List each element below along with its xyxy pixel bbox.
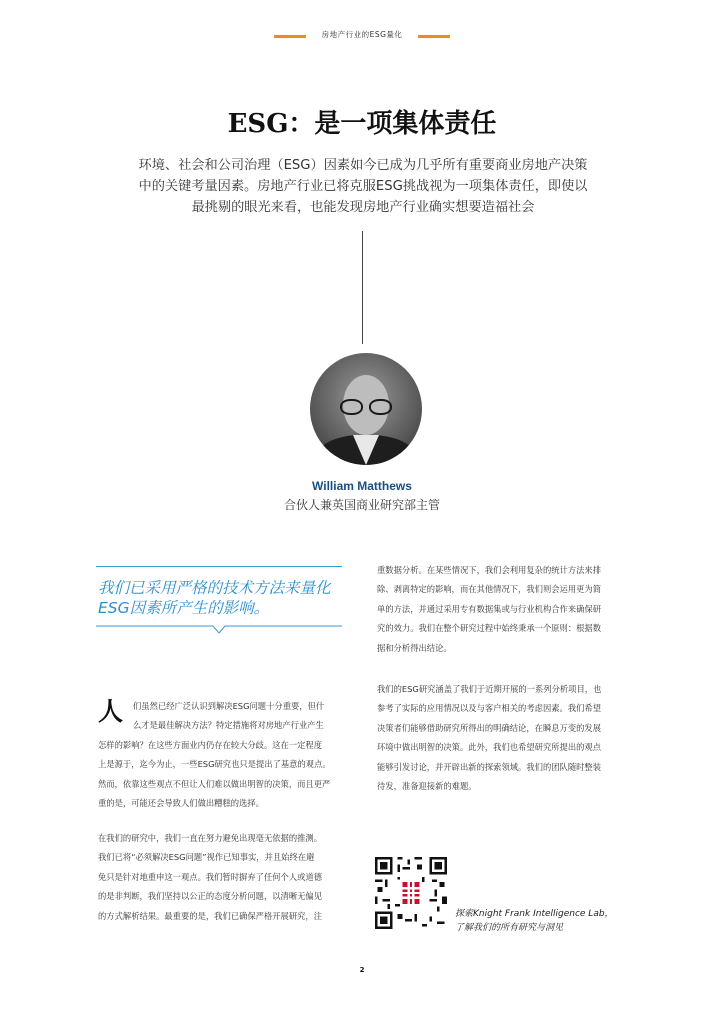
running-header: 房地产行业的ESG量化 [321, 30, 403, 39]
body-line: 然而，依靠这些观点不但让人们难以做出明智的决策，而且更严 [98, 778, 331, 789]
pull-quote [98, 578, 348, 618]
body-line: 在我们的研究中，我们一直在努力避免出现毫无依据的推测。 [98, 833, 323, 843]
qr-caption [455, 907, 614, 935]
body-line: 重数据分析。在某些情况下，我们会利用复杂的统计方法来排 [377, 565, 602, 575]
body-line: 据和分析得出结论。 [377, 642, 452, 653]
body-line: 的是非判断，我们坚持以公正的态度分析问题，以清晰无偏见 [98, 891, 323, 902]
body-paragraph-3 [377, 561, 629, 658]
pull-quote-bottom-rule [96, 625, 342, 637]
lede-line: 最挑剔的眼光来看，也能发现房地产行业确实想要造福社会 [191, 200, 535, 215]
author-name: William Matthews [312, 479, 412, 493]
author-photo [310, 353, 422, 465]
pull-quote-line: 我们已采用严格的技术方法来量化 [98, 579, 331, 597]
lede-paragraph [128, 155, 598, 218]
body-line: 能够引发讨论，并开辟出新的探索领域。我们的团队随时整装 [377, 761, 602, 772]
pull-quote-line: ESG因素所产生的影响。 [98, 599, 270, 617]
body-line: 么才是最佳解决方法？特定措施将对房地产行业产生 [133, 720, 324, 731]
body-line: 我们的ESG研究涵盖了我们于近期开展的一系列分析项目，也 [377, 684, 602, 694]
body-line: 除、剥离特定的影响，而在其他情况下，我们则会运用更为简 [377, 584, 602, 595]
body-line: 环境中做出明智的决策。此外，我们也希望研究所提出的观点 [377, 742, 602, 753]
page-title: ESG：是一项集体责任 [227, 109, 497, 139]
body-line: 待发，准备迎接新的难题。 [377, 781, 477, 792]
pull-quote-top-rule [96, 566, 342, 567]
drop-cap: 人 [98, 697, 124, 726]
glasses-icon [338, 399, 394, 413]
lede-line: 中的关键考量因素。房地产行业已将克服ESG挑战视为一项集体责任，即使以 [138, 179, 588, 194]
qr-caption-line: 了解我们的所有研究与洞见 [455, 923, 564, 933]
body-line: 单的方法，并通过采用专有数据集或与行业机构合作来确保研 [377, 603, 602, 614]
body-line: 怎样的影响？在这些方面业内仍存在较大分歧。这在一定程度 [98, 739, 323, 750]
body-paragraph-2 [98, 829, 348, 926]
body-line: 重的是，可能还会导致人们做出糟糕的选择。 [98, 798, 264, 809]
body-line: 我们已将“必须解决ESG问题”视作已知事实，并且始终在避 [98, 852, 315, 863]
header-rule-left [274, 35, 306, 38]
author-role: 合伙人兼英国商业研究部主管 [283, 498, 440, 512]
body-line: 上是源于，迄今为止，一些ESG研究也只是提出了基意的观点。 [98, 759, 331, 770]
body-line: 们虽然已经广泛认识到解决ESG问题十分重要，但什 [133, 701, 325, 711]
body-line: 参考了实际的应用情况以及与客户相关的考虑因素。我们希望 [377, 703, 602, 714]
body-line: 免只是针对地重申这一观点。我们暂时摒弃了任何个人或道德 [98, 871, 323, 882]
body-line: 的方式解析结果。最重要的是，我们已确保严格开展研究，注 [98, 910, 323, 921]
body-paragraph-1 [98, 697, 348, 813]
body-line: 究的效力。我们在整个研究过程中始终秉承一个原则：根据数 [377, 623, 602, 634]
page-number: 2 [359, 966, 365, 974]
body-line: 决策者们能够借助研究所得出的明确结论，在瞬息万变的发展 [377, 722, 602, 733]
qr-code-icon[interactable] [375, 857, 447, 929]
body-paragraph-4 [377, 680, 629, 796]
header-rule-right [418, 35, 450, 38]
lede-line: 环境、社会和公司治理（ESG）因素如今已成为几乎所有重要商业房地产决策 [138, 158, 588, 173]
qr-caption-line: 探索Knight Frank Intelligence Lab， [455, 909, 614, 919]
divider-vertical [362, 231, 363, 344]
